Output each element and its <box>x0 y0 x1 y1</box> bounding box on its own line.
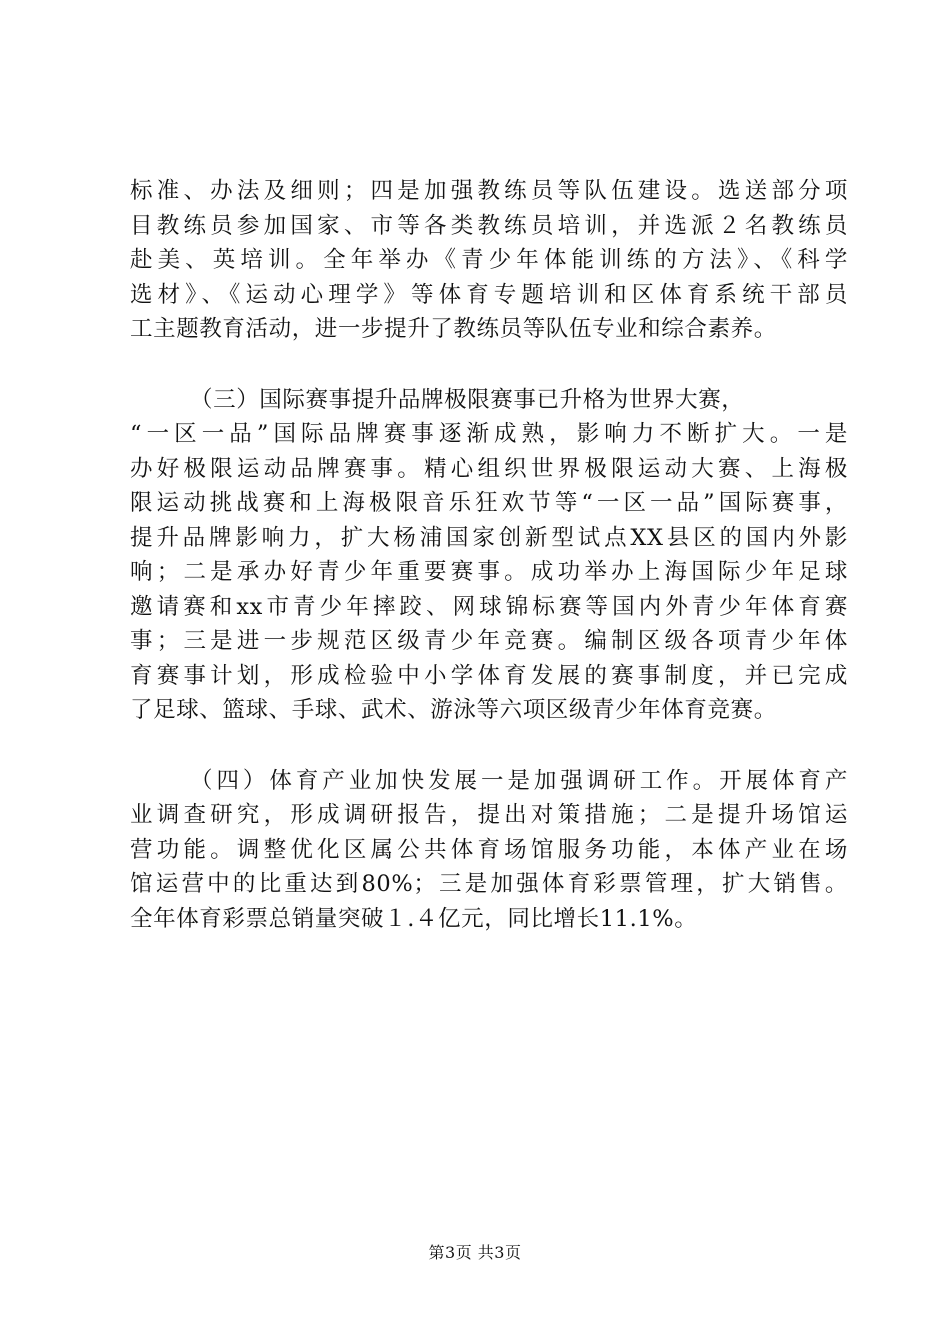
paragraph-line: 选材》、《运动心理学》等体育专题培训和区体育系统干部员 <box>130 281 848 308</box>
paragraph-line: 业调查研究，形成调研报告，提出对策措施；二是提升场馆运 <box>130 802 848 828</box>
paragraph-line: 事；三是进一步规范区级青少年竞赛。编制区级各项青少年体 <box>130 628 848 654</box>
paragraph-line: 工主题教育活动，进一步提升了教练员等队伍专业和综合素养。 <box>130 316 777 342</box>
paragraph-line: “一区一品”国际品牌赛事逐渐成熟，影响力不断扩大。一是 <box>130 421 848 447</box>
paragraph-international-events <box>130 383 848 728</box>
paragraph-heading-line: （三）国际赛事提升品牌极限赛事已升格为世界大赛， <box>190 386 745 413</box>
paragraph-line: 提升品牌影响力，扩大杨浦国家创新型试点XX县区的国内外影 <box>130 524 848 551</box>
paragraph-line: 目教练员参加国家、市等各类教练员培训，并选派２名教练员 <box>130 212 848 239</box>
body-text <box>130 174 848 936</box>
page-footer: 第3页 共3页 <box>428 1243 522 1262</box>
paragraph-teams <box>130 174 848 347</box>
paragraph-heading-line: （四）体育产业加快发展一是加强调研工作。开展体育产 <box>190 767 848 794</box>
paragraph-line: 办好极限运动品牌赛事。精心组织世界极限运动大赛、上海极 <box>130 455 848 482</box>
paragraph-line: 邀请赛和xx市青少年摔跤、网球锦标赛等国内外青少年体育赛 <box>130 593 848 620</box>
paragraph-line: 响；二是承办好青少年重要赛事。成功举办上海国际少年足球 <box>130 559 848 585</box>
paragraph-line: 标准、办法及细则；四是加强教练员等队伍建设。选送部分项 <box>130 178 848 204</box>
paragraph-line: 营功能。调整优化区属公共体育场馆服务功能，本体产业在场 <box>130 836 848 863</box>
paragraph-line: 了足球、篮球、手球、武术、游泳等六项区级青少年体育竞赛。 <box>130 697 777 723</box>
paragraph-sports-industry <box>130 764 848 937</box>
paragraph-line: 赴美、英培训。全年举办《青少年体能训练的方法》、《科学 <box>130 247 848 273</box>
paragraph-line: 馆运营中的比重达到80%；三是加强体育彩票管理，扩大销售。 <box>130 871 848 897</box>
paragraph-line: 育赛事计划，形成检验中小学体育发展的赛事制度，并已完成 <box>130 662 848 689</box>
paragraph-line: 全年体育彩票总销量突破１.４亿元，同比增长11.1%。 <box>130 905 698 932</box>
paragraph-line: 限运动挑战赛和上海极限音乐狂欢节等“一区一品”国际赛事， <box>130 490 848 516</box>
